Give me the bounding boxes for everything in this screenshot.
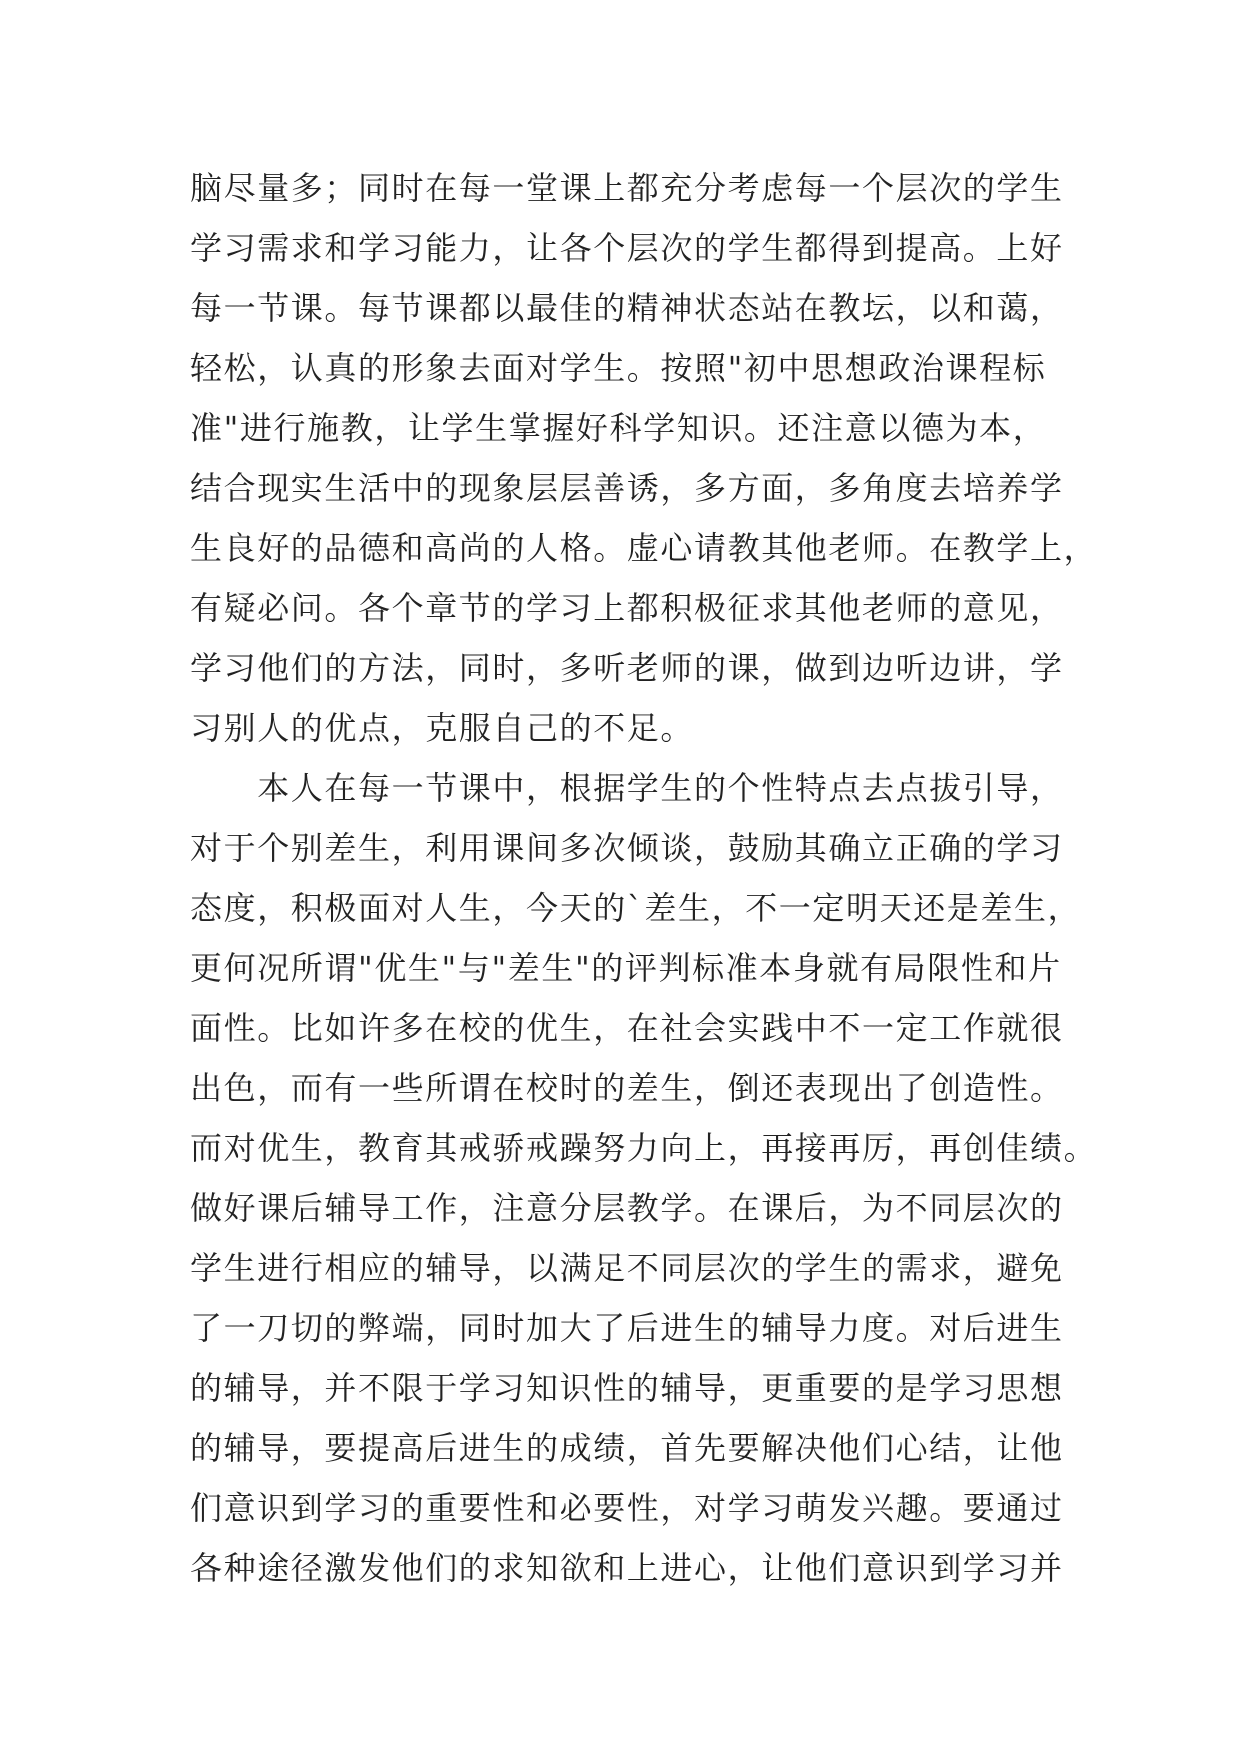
text-line: 生良好的品德和高尚的人格。虚心请教其他老师。在教学上， [190,529,1098,567]
text-line: 有疑必问。各个章节的学习上都积极征求其他老师的意见， [190,589,1064,627]
text-line: 学习需求和学习能力，让各个层次的学生都得到提高。上好 [190,229,1064,267]
text-line: 准"进行施教，让学生掌握好科学知识。还注意以德为本， [190,409,1047,447]
text-line: 本人在每一节课中，根据学生的个性特点去点拔引导， [190,769,1064,807]
text-line: 的辅导，要提高后进生的成绩，首先要解决他们心结，让他 [190,1429,1064,1467]
text-line: 学生进行相应的辅导，以满足不同层次的学生的需求，避免 [190,1249,1064,1287]
text-line: 面性。比如许多在校的优生，在社会实践中不一定工作就很 [190,1009,1064,1047]
text-line: 做好课后辅导工作，注意分层教学。在课后，为不同层次的 [190,1189,1064,1227]
text-line: 而对优生，教育其戒骄戒躁努力向上，再接再厉，再创佳绩。 [190,1129,1098,1167]
text-line: 轻松，认真的形象去面对学生。按照"初中思想政治课程标 [190,349,1047,387]
body-text [190,158,1098,1598]
text-line: 学习他们的方法，同时，多听老师的课，做到边听边讲，学 [190,649,1064,687]
text-line: 各种途径激发他们的求知欲和上进心，让他们意识到学习并 [190,1549,1064,1587]
text-line: 们意识到学习的重要性和必要性，对学习萌发兴趣。要通过 [190,1489,1064,1527]
text-line: 的辅导，并不限于学习知识性的辅导，更重要的是学习思想 [190,1369,1064,1407]
text-line: 结合现实生活中的现象层层善诱，多方面，多角度去培养学 [190,469,1064,507]
text-line: 对于个别差生，利用课间多次倾谈，鼓励其确立正确的学习 [190,829,1064,867]
text-line: 每一节课。每节课都以最佳的精神状态站在教坛，以和蔼， [190,289,1064,327]
text-line: 态度，积极面对人生，今天的`差生，不一定明天还是差生， [190,889,1082,927]
text-line: 更何况所谓"优生"与"差生"的评判标准本身就有局限性和片 [190,949,1062,987]
text-line: 脑尽量多；同时在每一堂课上都充分考虑每一个层次的学生 [190,169,1064,207]
text-line: 习别人的优点，克服自己的不足。 [190,709,695,747]
text-line: 了一刀切的弊端，同时加大了后进生的辅导力度。对后进生 [190,1309,1064,1347]
text-line: 出色，而有一些所谓在校时的差生，倒还表现出了创造性。 [190,1069,1064,1107]
